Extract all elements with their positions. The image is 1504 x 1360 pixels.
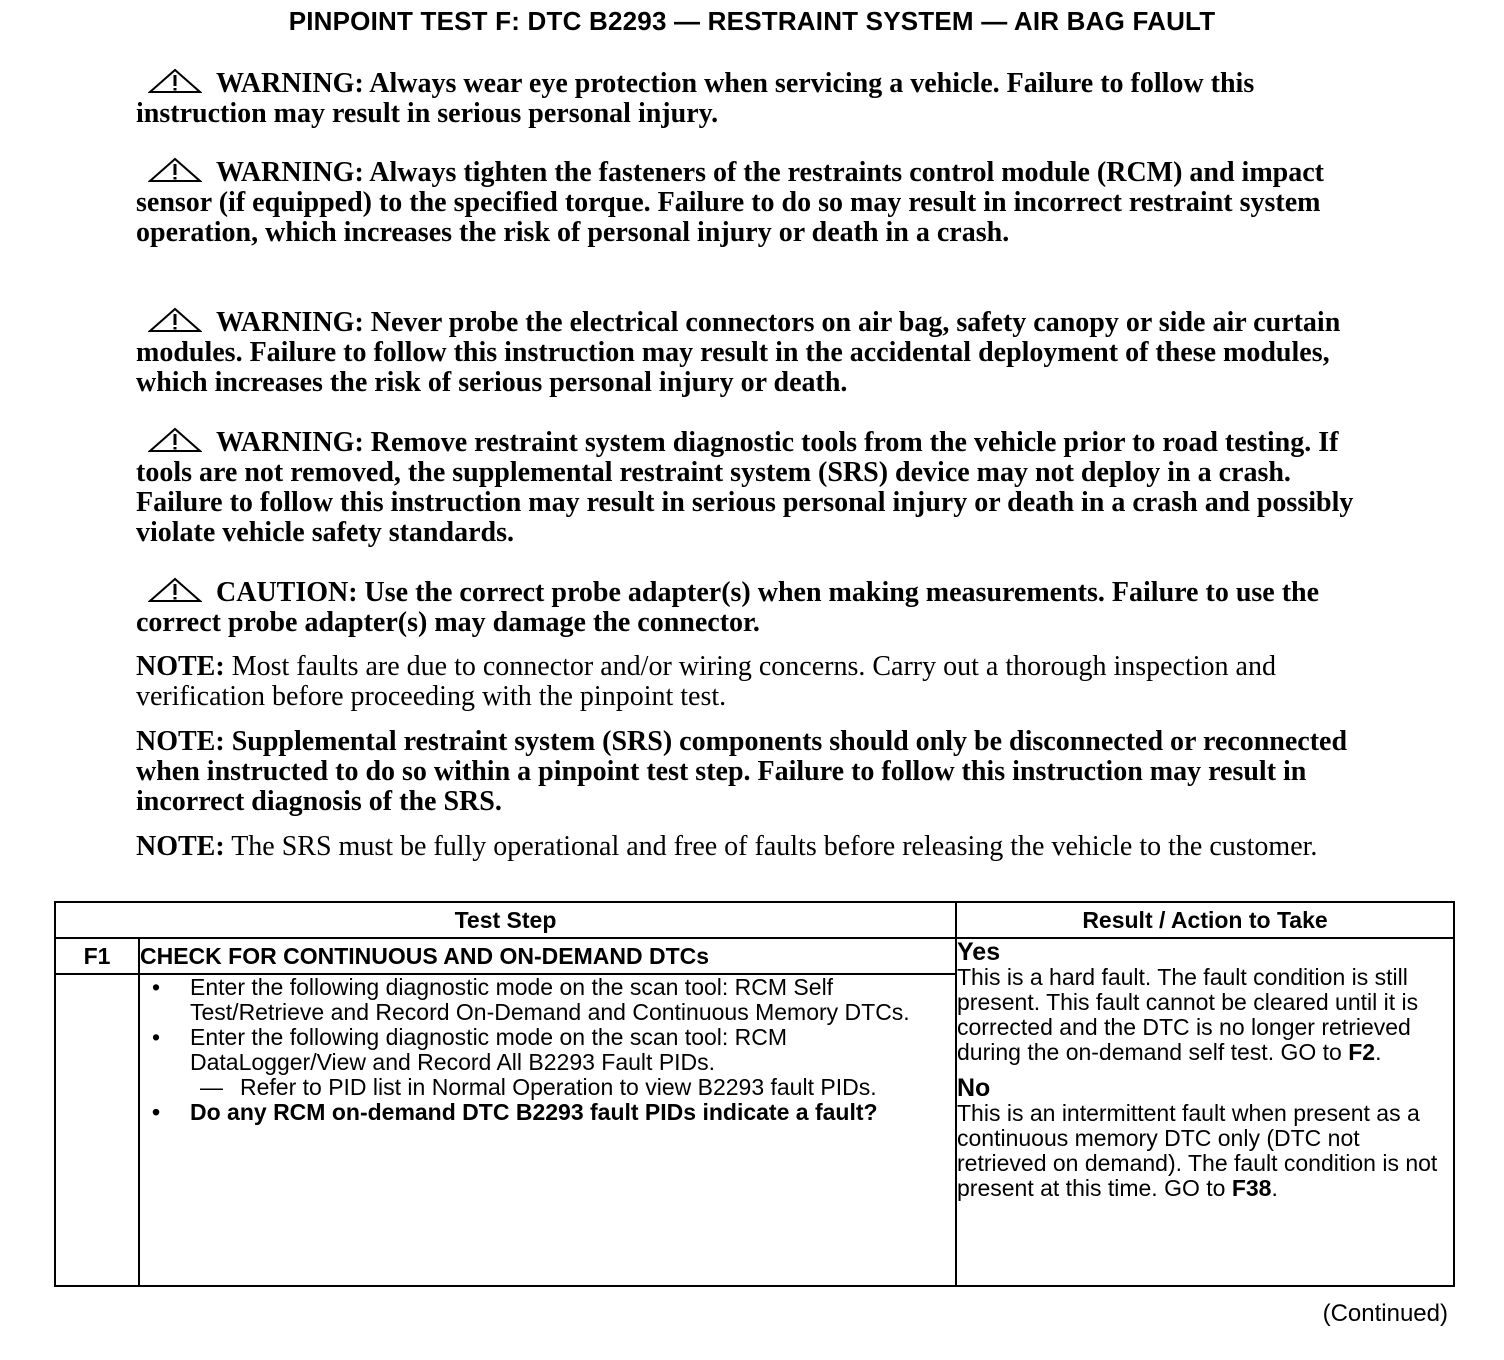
warning-remove-tools <box>136 427 1366 548</box>
warning-triangle-icon <box>148 577 202 603</box>
warning-text: WARNING: Always tighten the fasteners of the restraints control module (RCM) and impact sensor (if equipped) to the specified torque. Failure to do so may result in incorrect restraint system operation, which increases the risk of personal injury or death in a crash. <box>136 157 1324 248</box>
header-result: Result / Action to Take <box>956 902 1454 938</box>
caution-text: CAUTION: Use the correct probe adapter(s) when making measurements. Failure to use the correct probe adapter(s) may damage the connector. <box>136 577 1320 638</box>
warning-triangle-icon <box>148 307 202 333</box>
test-step-table <box>54 901 1455 1287</box>
note-connector-concerns <box>136 652 1366 712</box>
step-id: F1 <box>55 938 139 974</box>
page-title: PINPOINT TEST F: DTC B2293 — RESTRAINT SYSTEM — AIR BAG FAULT <box>288 6 1216 36</box>
warning-text: WARNING: Remove restraint system diagnostic tools from the vehicle prior to road testing. If tools are not removed, the supplemental restraint system (SRS) device may not deploy in a crash. Failure to follow this instruction may result in serious personal injury or death in a crash and possibly violate vehicle safety standards. <box>136 427 1354 548</box>
warning-never-probe <box>136 307 1366 398</box>
note-label: NOTE: <box>136 651 225 682</box>
header-test-step: Test Step <box>55 902 956 938</box>
warning-text: WARNING: Always wear eye protection when servicing a vehicle. Failure to follow this instruction may result in serious personal injury. <box>136 68 1255 129</box>
instruction-bullet: • Enter the following diagnostic mode on the scan tool: RCM Self Test/Retrieve and Record On-Demand and Continuous Memory DTCs. <box>140 975 955 1025</box>
warning-fastener-torque <box>136 157 1366 248</box>
instruction-bullet <box>140 1025 955 1100</box>
step-title: CHECK FOR CONTINUOUS AND ON-DEMAND DTCs <box>139 938 956 974</box>
goto-f38-link[interactable]: F38 <box>1231 1175 1272 1201</box>
instruction-sub-bullet: — Refer to PID list in Normal Operation to view B2293 fault PIDs. <box>190 1075 955 1100</box>
warning-text: WARNING: Never probe the electrical connectors on air bag, safety canopy or side air curtain modules. Failure to follow this instruction may result in the accidental deployment of these modules, which increases the risk of serious personal injury or death. <box>136 307 1341 398</box>
note-text: Supplemental restraint system (SRS) components should only be disconnected or reconnected when instructed to do so within a pinpoint test step. Failure to follow this instruction may result in incorrect diagnosis of the SRS. <box>136 726 1348 817</box>
note-text: Most faults are due to connector and/or wiring concerns. Carry out a thorough inspection and verification before proceeding with the pinpoint test. <box>136 651 1276 712</box>
note-srs-disconnect <box>136 727 1366 817</box>
note-label: NOTE: <box>136 726 225 757</box>
goto-f2-link[interactable]: F2 <box>1348 1039 1376 1065</box>
result-yes-description: This is a hard fault. The fault condition is still present. This fault cannot be cleared until it is corrected and the DTC is no longer retrieved during the on-demand self test. GO to <box>957 964 1419 1065</box>
note-srs-operational <box>136 832 1366 862</box>
instruction-question: • Do any RCM on-demand DTC B2293 fault PIDs indicate a fault? <box>140 1100 955 1125</box>
result-yes-label: Yes <box>957 938 1001 966</box>
warning-triangle-icon <box>148 427 202 453</box>
warning-eye-protection <box>136 68 1366 129</box>
result-no-label: No <box>957 1074 991 1102</box>
instruction-bullet-text: Enter the following diagnostic mode on the scan tool: RCM DataLogger/View and Record All B2293 Fault PIDs. <box>190 1024 788 1075</box>
step-blank-cell <box>55 974 139 1286</box>
note-text: The SRS must be fully operational and free of faults before releasing the vehicle to the customer. <box>231 831 1318 862</box>
result-yes-text: This is a hard fault. The fault condition is still present. This fault cannot be cleared until it is corrected and the DTC is no longer retrieved during the on-demand self test. GO to F2. <box>957 964 1419 1065</box>
step-instructions <box>139 974 956 1286</box>
result-no-text: This is an intermittent fault when present as a continuous memory DTC only (DTC not retrieved on demand). The fault condition is not present at this time. GO to F38. <box>957 1100 1438 1201</box>
warning-triangle-icon <box>148 157 202 183</box>
note-label: NOTE: <box>136 831 225 862</box>
continued-label: (Continued) <box>1322 1300 1448 1327</box>
result-no-description: This is an intermittent fault when present as a continuous memory DTC only (DTC not retrieved on demand). The fault condition is not present at this time. GO to <box>957 1100 1438 1201</box>
caution-probe-adapter <box>136 577 1366 638</box>
warning-triangle-icon <box>148 68 202 94</box>
result-cell <box>956 938 1454 1286</box>
